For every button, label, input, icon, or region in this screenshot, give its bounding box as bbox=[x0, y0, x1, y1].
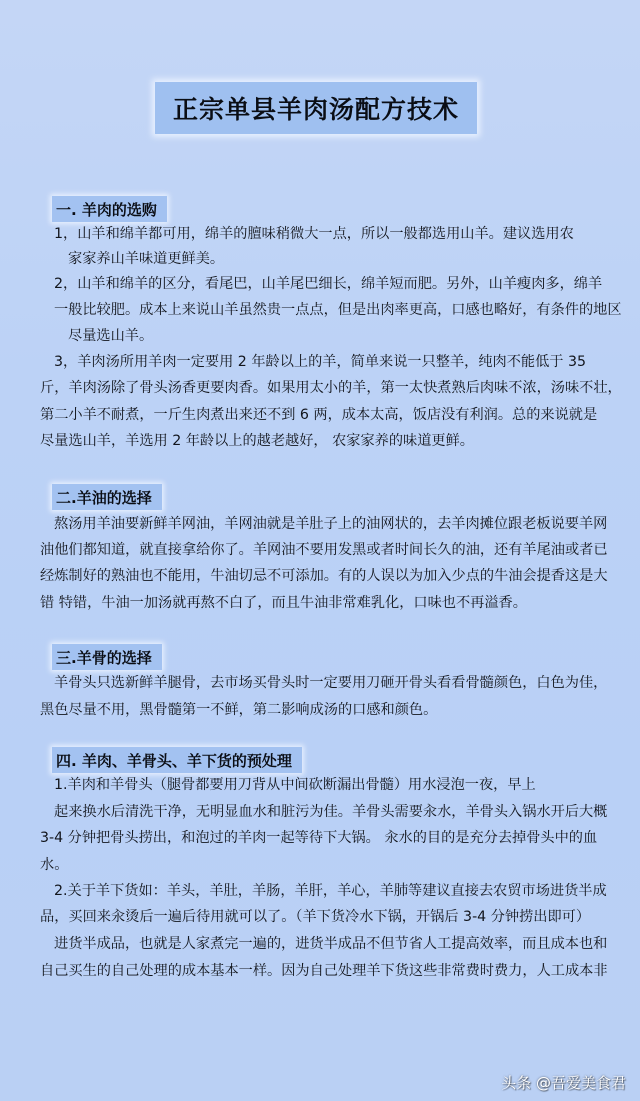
paragraph-line: 品，买回来汆烫后一遍后待用就可以了。（羊下货冷水下锅，开锅后 3-4 分钟捞出即可） bbox=[40, 909, 591, 925]
paragraph-line: 第二小羊不耐煮，一斤生肉煮出来还不到 6 两，成本太高，饭店没有利润。总的来说就是 bbox=[40, 407, 598, 423]
paragraph-line: 进货半成品，也就是人家煮完一遍的，进货半成品不但节省人工提高效率，而且成本也和 bbox=[54, 936, 608, 952]
page-title: 正宗单县羊肉汤配方技术 bbox=[172, 95, 459, 124]
section-heading-mutton-bone: 三.羊骨的选择 bbox=[52, 644, 162, 670]
paragraph-line: 水。 bbox=[40, 857, 69, 873]
watermark: 头条 @吾爱美食君 bbox=[501, 1074, 626, 1092]
paragraph-line: 起来换水后清洗干净，无明显血水和脏污为佳。羊骨头需要汆水，羊骨头入锅水开后大概 bbox=[54, 804, 608, 820]
paragraph-line: 尽量选山羊。 bbox=[68, 328, 154, 344]
paragraph-line: 尽量选山羊，羊选用 2 年龄以上的越老越好， 农家家养的味道更鲜。 bbox=[40, 433, 474, 449]
paragraph-line: 经炼制好的熟油也不能用，牛油切忌不可添加。有的人误以为加入少点的牛油会提香这是大 bbox=[40, 568, 608, 584]
paragraph-line: 2.关于羊下货如：羊头，羊肚，羊肠，羊肝，羊心，羊肺等建议直接去农贸市场进货半成 bbox=[54, 883, 607, 899]
paragraph-line: 油他们都知道，就直接拿给你了。羊网油不要用发黑或者时间长久的油，还有羊尾油或者已 bbox=[40, 542, 608, 558]
section-heading-pretreatment: 四. 羊肉、羊骨头、羊下货的预处理 bbox=[52, 747, 302, 773]
paragraph-line: 1.羊肉和羊骨头（腿骨都要用刀背从中间砍断漏出骨髓）用水浸泡一夜，早上 bbox=[54, 777, 536, 793]
paragraph-line: 3，羊肉汤所用羊肉一定要用 2 年龄以上的羊，简单来说一只整羊，纯肉不能低于 35 bbox=[54, 354, 587, 370]
section-heading-mutton-fat: 二.羊油的选择 bbox=[52, 484, 162, 510]
paragraph-line: 熬汤用羊油要新鲜羊网油，羊网油就是羊肚子上的油网状的，去羊肉摊位跟老板说要羊网 bbox=[54, 516, 608, 532]
paragraph-line: 家家养山羊味道更鲜美。 bbox=[68, 251, 225, 267]
paragraph-line: 1，山羊和绵羊都可用，绵羊的膻味稍微大一点，所以一般都选用山羊。建议选用农 bbox=[54, 226, 574, 242]
paragraph-line: 斤，羊肉汤除了骨头汤香更要肉香。如果用太小的羊，第一太快煮熟后肉味不浓，汤味不壮， bbox=[40, 380, 622, 396]
title-box bbox=[155, 82, 477, 134]
paragraph-line: 错 特错，牛油一加汤就再熬不白了，而且牛油非常难乳化，口味也不再溢香。 bbox=[40, 595, 527, 611]
section-heading-mutton-selection: 一. 羊肉的选购 bbox=[52, 196, 167, 222]
paragraph-line: 一般比较肥。成本上来说山羊虽然贵一点点，但是出肉率更高，口感也略好，有条件的地区 bbox=[54, 302, 622, 318]
paragraph-line: 黑色尽量不用，黑骨髓第一不鲜，第二影响成汤的口感和颜色。 bbox=[40, 702, 438, 718]
paragraph-line: 2，山羊和绵羊的区分，看尾巴，山羊尾巴细长，绵羊短而肥。另外，山羊瘦肉多，绵羊 bbox=[54, 276, 603, 292]
paragraph-line: 羊骨头只选新鲜羊腿骨，去市场买骨头时一定要用刀砸开骨头看看骨髓颜色，白色为佳， bbox=[54, 675, 608, 691]
paragraph-line: 3-4 分钟把骨头捞出，和泡过的羊肉一起等待下大锅。 汆水的目的是充分去掉骨头中的血 bbox=[40, 830, 598, 846]
paragraph-line: 自己买生的自己处理的成本基本一样。因为自己处理羊下货这些非常费时费力，人工成本非 bbox=[40, 963, 608, 979]
